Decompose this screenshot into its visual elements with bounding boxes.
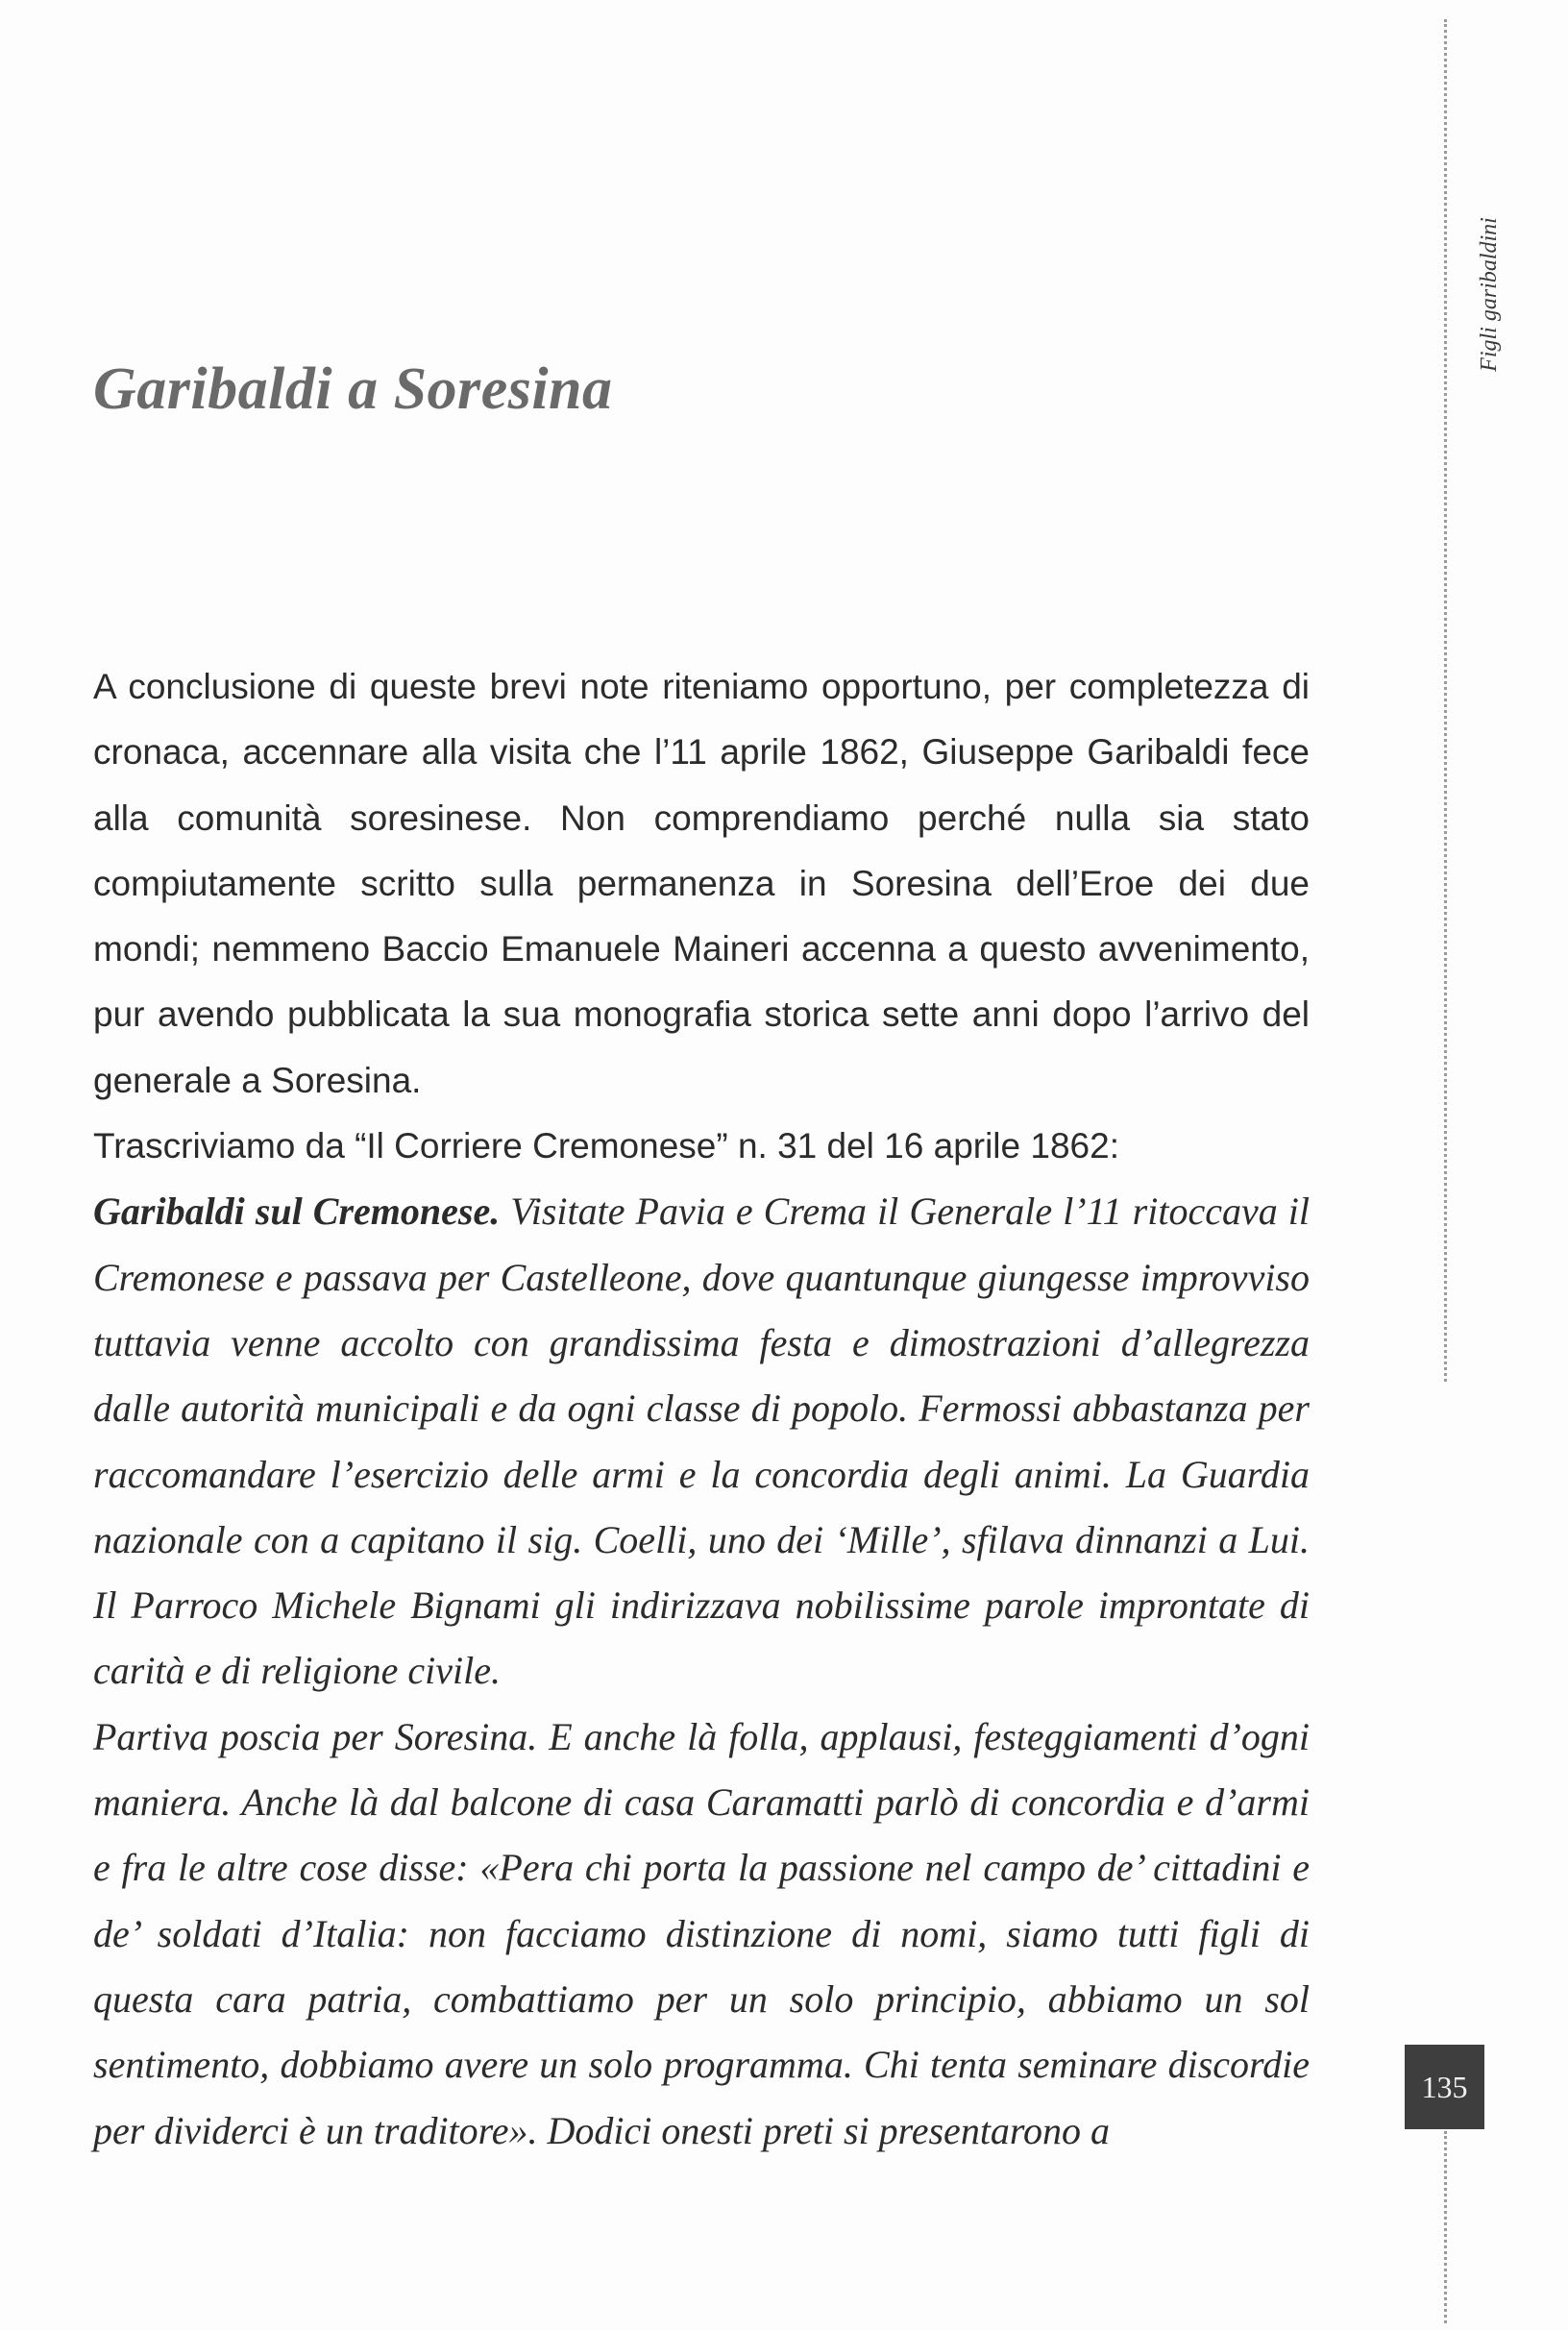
source-citation: Trascriviamo da “Il Corriere Cremonese” n. 31 del 16 aprile 1862: xyxy=(93,1126,1119,1166)
intro-paragraph: A conclusione di queste brevi note riteniamo opportuno, per completezza di cronaca, accennare alla visita che l’11 aprile 1862, Giuseppe Garibaldi fece alla comunità soresinese. Non comprendiamo perché nulla sia stato compiutamente scritto sulla permanenza in Soresina dell’Eroe dei due mondi; nemmeno Baccio Emanuele Maineri accenna a questo avvenimento, pur avendo pubblicata la sua monografia storica sette anni dopo l’arrivo del generale a Soresina. xyxy=(93,667,1310,1100)
page-number: 135 xyxy=(1405,2045,1484,2129)
margin-dotted-rule-bottom xyxy=(1444,2131,1447,2323)
running-head-text: Figli garibaldini xyxy=(1476,216,1502,372)
body-text xyxy=(93,654,1310,2164)
quoted-article-continued: Partiva poscia per Soresina. E anche là folla, applausi, festeggiamenti d’ogni maniera. Anche là dal balcone di casa Caramatti parlò di concordia e d’armi e fra le altre cose disse: «Pera chi porta la passione nel campo de’ cittadini e de’ soldati d’Italia: non facciamo distinzione di nomi, siamo tutti figli di questa cara patria, combattiamo per un solo principio, abbiamo un sol sentimento, dobbiamo avere un solo programma. Chi tenta seminare discordie per dividerci è un traditore». Dodici onesti preti si presentarono a xyxy=(93,1714,1310,2152)
quote-body: Visitate Pavia e Crema il Generale l’11 ritoccava il Cremonese e passava per Castelleone, dove quantunque giungesse improvviso tuttavia venne accolto con grandissima festa e dimostrazioni d’allegrezza dalle autorità municipali e da ogni classe di popolo. Fermossi abbastanza per raccomandare l’esercizio delle armi e la concordia degli animi. La Guardia nazionale con a capitano il sig. Coelli, uno dei ‘Mille’, sfilava dinnanzi a Lui. Il Parroco Michele Bignami gli indirizzava nobilissime parole improntate di carità e di religione civile. xyxy=(93,1190,1310,1693)
margin-dotted-rule-top xyxy=(1444,19,1447,1382)
running-head xyxy=(1470,198,1508,390)
quote-lead: Garibaldi sul Cremonese. xyxy=(93,1190,501,1234)
chapter-title: Garibaldi a Soresina xyxy=(93,356,613,422)
quoted-article xyxy=(93,1179,1310,1704)
